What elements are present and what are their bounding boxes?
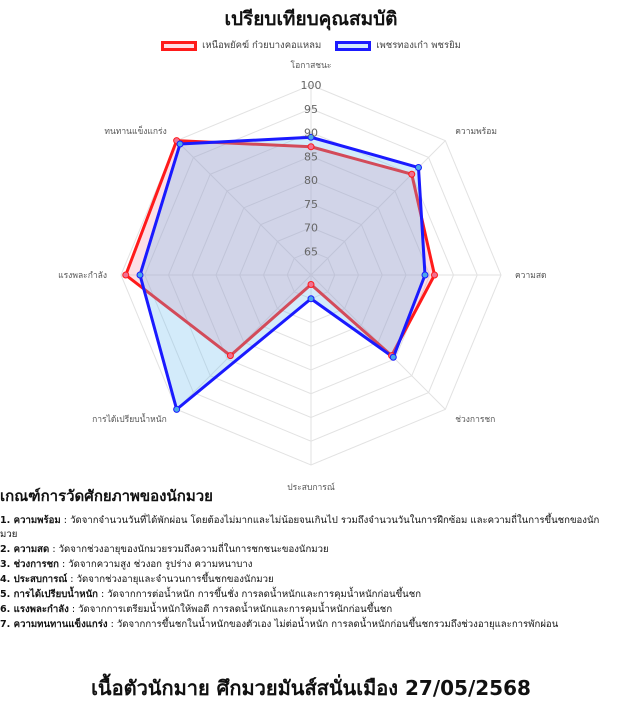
radar-chart — [0, 55, 622, 493]
series-point-2 — [177, 141, 183, 147]
series-point-2 — [308, 296, 314, 302]
axis-label: การได้เปรียบน้ำหนัก — [92, 415, 167, 426]
criteria-term: 5. การได้เปรียบน้ำหนัก — [0, 589, 98, 600]
axis-label: ทนทานแข็งแกร่ง — [104, 126, 167, 137]
legend-item-series-2[interactable] — [335, 38, 461, 53]
criteria-desc: : วัดจากการเตรียมน้ำหนักให้พอดี การลดน้ำหนักและการคุมน้ำหนักก่อนขึ้นชก — [68, 604, 393, 615]
axis-label: โอกาสชนะ — [290, 61, 332, 71]
series-point-1 — [409, 171, 415, 177]
criteria-desc: : วัดจากช่วงอายุและจำนวนการขึ้นชกของนักมวย — [67, 574, 274, 585]
axis-label: แรงพละกำลัง — [58, 271, 107, 281]
criteria-heading: เกณฑ์การวัดศักยภาพของนักมวย — [0, 487, 213, 505]
tick-label: 70 — [304, 221, 318, 235]
chart-legend — [0, 38, 622, 53]
criteria-desc: : วัดจากจำนวนวันที่ได้พักผ่อน โดยต้องไม่มากและไม่น้อยจนเกินไป รวมถึงจำนวนวันในการฝึกซ้อม และความถี่ในการขึ้นชกของนักมวย — [0, 515, 600, 540]
tick-label: 80 — [304, 174, 318, 187]
criteria-item — [0, 618, 616, 632]
legend-item-series-1[interactable] — [161, 38, 321, 53]
series-point-2 — [415, 165, 421, 171]
series-line-2 — [140, 137, 425, 409]
series-point-1 — [227, 353, 233, 359]
criteria-term: 3. ช่วงการชก — [0, 559, 59, 570]
criteria-term: 6. แรงพละกำลัง — [0, 604, 69, 615]
criteria-desc: : วัดจากช่วงอายุของนักมวยรวมถึงความถี่ในการชกชนะของนักมวย — [49, 544, 329, 555]
series-point-2 — [390, 354, 396, 360]
legend-label-series-2: เพชรทองเก๋า พชรยิม — [376, 40, 461, 51]
criteria-term: 1. ความพร้อม — [0, 515, 61, 526]
criteria-item — [0, 573, 616, 587]
criteria-section — [0, 484, 616, 633]
axis-label: ความพร้อม — [455, 126, 497, 137]
criteria-desc: : วัดจากความสูง ช่วงอก รูปร่าง ความหนาบาง — [58, 559, 253, 570]
series-point-2 — [422, 272, 428, 278]
series-point-1 — [308, 144, 314, 150]
series-point-1 — [308, 282, 314, 288]
criteria-term: 7. ความทนทานแข็งแกร่ง — [0, 619, 108, 630]
chart-title: เปรียบเทียบคุณสมบัติ — [224, 8, 398, 30]
legend-swatch-blue — [335, 41, 371, 51]
footer-title: เนื้อตัวนักมาย ศึกมวยมันส์สนั่นเมือง 27/05/2568 — [91, 676, 531, 700]
tick-label: 75 — [304, 197, 318, 211]
legend-label-series-1: เหนือพยัคฆ์ ก๋วยบางคอแหลม — [202, 40, 322, 51]
criteria-item — [0, 543, 616, 557]
criteria-item — [0, 588, 616, 602]
series-point-1 — [432, 272, 438, 278]
tick-label: 85 — [304, 150, 318, 164]
axis-label: ประสบการณ์ — [287, 483, 335, 493]
axis-label: ความสด — [515, 271, 547, 281]
series-point-2 — [174, 406, 180, 412]
criteria-term: 4. ประสบการณ์ — [0, 574, 68, 585]
criteria-item — [0, 603, 616, 617]
tick-label: 95 — [304, 102, 318, 116]
series-point-1 — [123, 272, 129, 278]
criteria-desc: : วัดจากการต่อน้ำหนัก การขึ้นชั่ง การลดน้ำหนักและการคุมน้ำหนักก่อนขึ้นชก — [97, 589, 422, 600]
criteria-term: 2. ความสด — [0, 544, 50, 555]
criteria-item — [0, 558, 616, 572]
series-point-2 — [137, 272, 143, 278]
criteria-item — [0, 514, 616, 542]
tick-label: 100 — [300, 79, 322, 92]
criteria-desc: : วัดจากการขึ้นชกในน้ำหนักของตัวเอง ไม่ต่อน้ำหนัก การลดน้ำหนักก่อนขึ้นชกรวมถึงช่วงอายุและการพักผ่อน — [107, 619, 559, 630]
axis-label: ช่วงการชก — [455, 415, 496, 426]
legend-swatch-red — [161, 41, 197, 51]
tick-label: 65 — [304, 245, 318, 259]
tick-label: 90 — [304, 126, 318, 140]
